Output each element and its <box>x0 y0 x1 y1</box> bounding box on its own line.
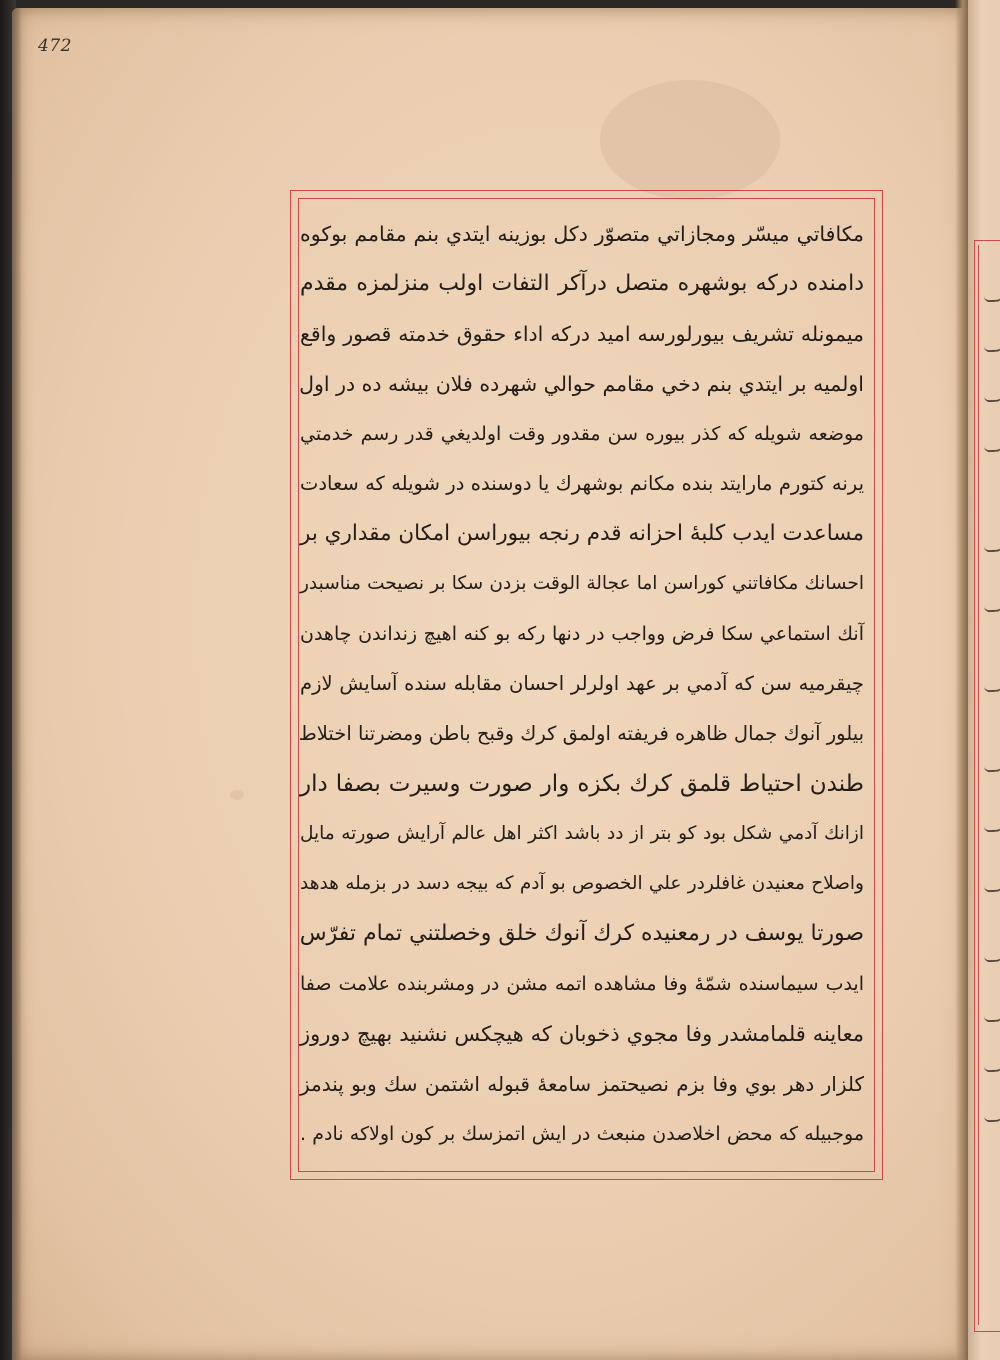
folio-number: 472 <box>38 36 72 56</box>
text-line: اولمیه بر ایتدي بنم دخي مقامم حوالي شهرده فلان بیشه ده در اول <box>299 372 864 396</box>
text-line: یرنه کتورم مارایتد بنده مکانم بوشهرك یا دوسنده در شویله كه سعادت <box>300 472 864 495</box>
facing-page-ink <box>984 390 1000 403</box>
facing-page-ink <box>984 820 1000 833</box>
facing-page-ink <box>984 540 1000 553</box>
text-line: طندن احتیاط قلمق كرك بكزه وار صورت وسیرت بصفا دار <box>300 771 864 797</box>
facing-page-ink <box>984 340 1000 353</box>
facing-page-ink <box>984 440 1000 453</box>
facing-page-edge <box>968 0 1000 1360</box>
facing-page-ink <box>984 1060 1000 1073</box>
facing-page-frame-inner <box>978 245 1000 1325</box>
facing-page-ink <box>984 290 1000 303</box>
text-block <box>300 208 870 1158</box>
facing-page-ink <box>984 600 1000 613</box>
text-line: ایدب سیماسنده شمّهٔ وفا مشاهده اتمه مشن در ومشربنده علامت صفا <box>300 973 864 995</box>
text-line: دامنده دركه بوشهره متصل درآكر التفات اولب منزلمزه مقدم <box>300 271 864 296</box>
text-line: ازانك آدمي شكل بود كو بتر از دد باشد اكثر اهل عالم آرایش صورته مایل <box>300 823 864 844</box>
text-line: میمونله تشریف بیورلورسه امید درکه اداء حقوق خدمته قصور واقع <box>300 322 864 346</box>
text-line: مكافاتي میسّر ومجازاتي متصوّر دكل بوزينه ایتدي بنم مقامم بوكوه <box>300 222 864 246</box>
page-edge <box>12 8 22 1360</box>
facing-page-ink <box>984 950 1000 963</box>
page-stain <box>600 80 780 200</box>
text-line: بیلور آنوك جمال ظاهره فریفته اولمق كرك وقبح باطن ومضرتنا اختلاط <box>298 722 864 745</box>
text-line: احسانك مكافاتني كوراسن اما عجالة الوقت بزدن سكا بر نصیحت مناسبدر <box>300 573 864 594</box>
text-line: موضعه شویله که كذر بیوره سن مقدور وقت اولدیغي قدر رسم خدمتي <box>300 423 864 445</box>
text-line: موجبیله كه محض اخلاصدن منبعث در ایش اتمزسك بر كون اولاكه نادم . <box>300 1123 864 1145</box>
facing-page-ink <box>984 1010 1000 1023</box>
text-line: چیقرمیه سن كه آدمي بر عهد اولرلر احسان مقابله سنده آسایش لازم <box>300 672 864 695</box>
facing-page-ink <box>984 1110 1000 1123</box>
text-line: صورتا یوسف در رمعنیده كرك آنوك خلق وخصلتني تمام تفرّس <box>299 921 864 946</box>
ink-spot <box>230 790 244 800</box>
text-line: معاینه قلمامشدر وفا مجوي ذخوبان كه هیچكس نشنید بهیچ دوروز <box>300 1022 864 1046</box>
facing-page-ink <box>984 680 1000 693</box>
facing-page-ink <box>984 760 1000 773</box>
text-line: آنك استماعي سكا فرض وواجب در دنها ركه بو كنه اهیچ زنداندن چاهدن <box>300 623 864 645</box>
text-line: واصلاح معنیدن غافلردر علي الخصوص بو آدم كه بیجه دسد در بزمله هدهد <box>300 873 864 894</box>
facing-page-ink <box>984 880 1000 893</box>
text-line: كلزار دهر بوي وفا بزم نصیحتمز سامعهٔ قبوله اشتمن سك وبو پندمز <box>300 1072 864 1096</box>
text-line: مساعدت ایدب کلبهٔ احزانه قدم رنجه بیوراسن امکان مقداري بر <box>300 521 864 546</box>
